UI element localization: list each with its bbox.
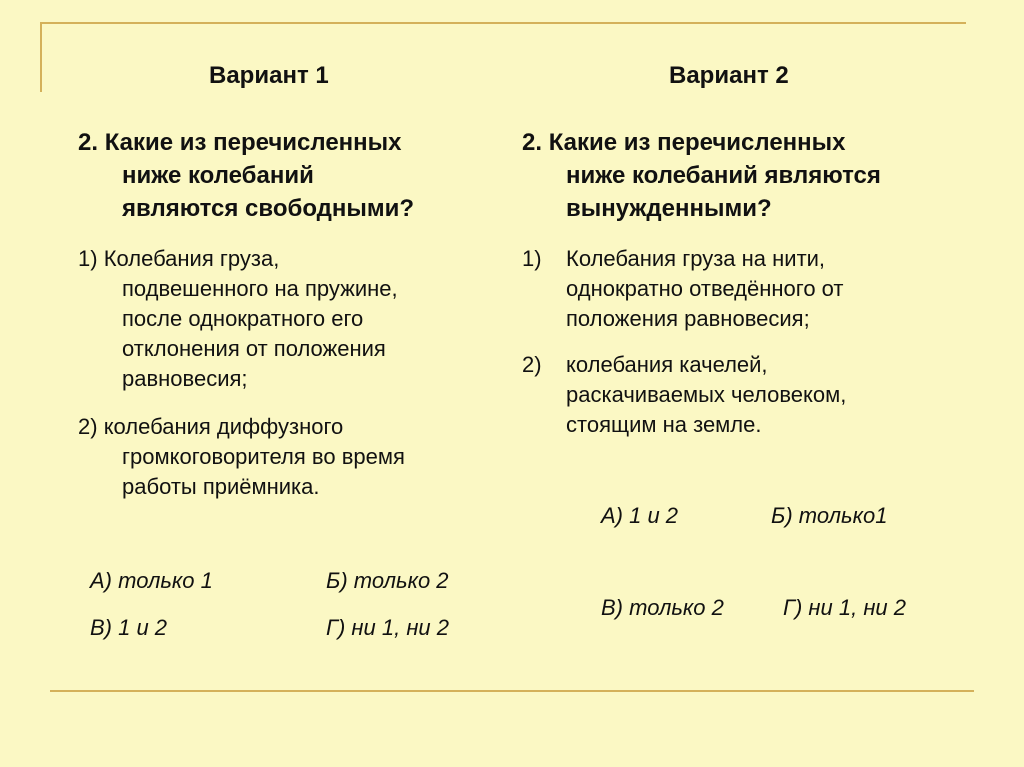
- variant2-item-2: [522, 350, 962, 440]
- variant1-question-num: 2.: [78, 129, 99, 156]
- variant1-item-1-line4: отклонения от положения: [122, 336, 386, 361]
- variant1-item-2-line1: колебания диффузного: [103, 414, 344, 439]
- variant2-item-1: [522, 244, 962, 334]
- variant2-item-2-num: 2): [522, 352, 542, 377]
- variant1-item-1-line1: Колебания груза,: [103, 246, 280, 271]
- variant2-item-2-line2: раскачиваемых человеком,: [566, 382, 847, 407]
- variant1-answer-b: Б) только 2: [326, 568, 449, 593]
- variant1-item-1: [78, 244, 478, 394]
- variant2-item-1-line2: однократно отведённого от: [566, 276, 844, 301]
- variant2-item-1-num: 1): [522, 246, 542, 271]
- variant1-question-line3: являются свободными?: [122, 195, 415, 222]
- variant2-question-num: 2.: [522, 129, 543, 156]
- variant1-item-1-num: 1): [78, 246, 98, 271]
- variant1-item-2-num: 2): [78, 414, 98, 439]
- variant1-answer-v: В) 1 и 2: [90, 615, 168, 640]
- variant2-question-line2: ниже колебаний являются: [566, 162, 881, 189]
- variant1-question-line2: ниже колебаний: [122, 162, 314, 189]
- variant2-item-1-line1: Колебания груза на нити,: [566, 246, 826, 271]
- variant2-question-line3: вынужденными?: [566, 195, 772, 222]
- variant2-answer-g: Г) ни 1, ни 2: [783, 595, 907, 620]
- variant1-item-2: [78, 412, 478, 502]
- variant1-item-2-line3: работы приёмника.: [122, 474, 320, 499]
- variant1-question-line1: Какие из перечисленных: [104, 129, 402, 156]
- variant2-answer-a: А) 1 и 2: [601, 503, 679, 528]
- top-rule: [40, 22, 966, 24]
- variant1-question: [78, 126, 498, 225]
- variant2-title: Вариант 2: [669, 62, 789, 89]
- variant1-item-1-line3: после однократного его: [122, 306, 364, 331]
- left-rule: [40, 22, 42, 92]
- variant2-question-line1: Какие из перечисленных: [548, 129, 846, 156]
- variant2-answer-v: В) только 2: [601, 595, 724, 620]
- variant1-title: Вариант 1: [209, 62, 329, 89]
- bottom-rule: [50, 690, 974, 692]
- variant2-question: [522, 126, 972, 225]
- variant2-item-2-line1: колебания качелей,: [566, 352, 768, 377]
- variant2-item-1-line3: положения равновесия;: [566, 306, 810, 331]
- variant2-item-2-line3: стоящим на земле.: [566, 412, 762, 437]
- variant1-item-1-line2: подвешенного на пружине,: [122, 276, 398, 301]
- variant1-item-1-line5: равновесия;: [122, 366, 248, 391]
- variant1-answer-g: Г) ни 1, ни 2: [326, 615, 450, 640]
- variant1-item-2-line2: громкоговорителя во время: [122, 444, 405, 469]
- variant1-answer-a: А) только 1: [90, 568, 213, 593]
- variant2-answer-b: Б) только1: [771, 503, 888, 528]
